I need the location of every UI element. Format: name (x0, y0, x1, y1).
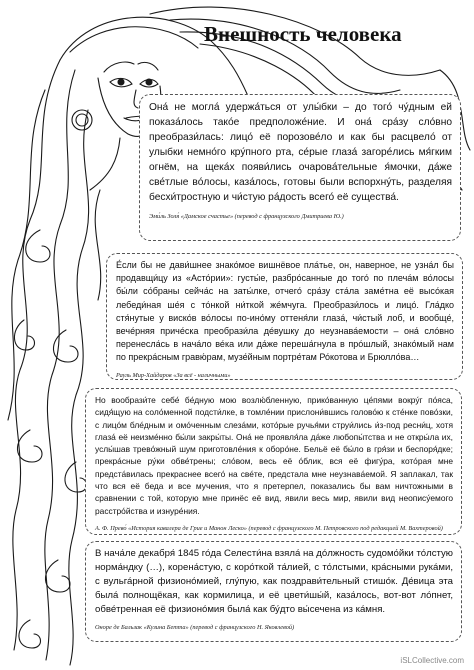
excerpt-source: Оноре де Бальзак «Кузина Бетта» (перевод с французского Н. Яковлевой) (95, 624, 295, 632)
excerpt-text: Е́сли бы не дави́шнее знако́мое вишнёвое пла́тье, он, наверное, не узна́л бы продавщи́цу из «Асто́рии»: густы́е, разбро́санные до того́ по плеча́м во́лосы бы́ли со́браны сейча́с на заты́лке, отчего́ сра́зу ста́ла заме́тна её высо́кая лебеди́ная ше́я с то́нкой ни́ткой же́мчуга. Преобрази́лось и лицо́. Гла́дко стя́нутые у виско́в во́лосы по-ино́му оттеня́ли глаза́, чи́стый лоб, и вообще́, вече́рняя приче́ска преобрази́ла де́вушку до неузнава́емости – она́ сло́вно перенесла́сь в нача́ло ве́ка или да́же переша́гнула в про́шлый, знако́мый нам по прекра́сным гравю́рам, музе́йным портре́там Ро́котова и Брюлло́ва… (116, 260, 454, 363)
excerpt-card (85, 388, 462, 535)
footer-brand: iSLCollective.com (400, 656, 464, 665)
page-title: Внешность человека (204, 22, 402, 46)
excerpt-text: Но вообрази́те себе́ бе́дную мою возлю́бленную, прико́ванную це́пями вокру́г по́яса, сидя́щую на соло́менной подсти́лке, в томле́нии прислони́вшись голово́ю к сте́нке пово́зки, с лицо́м бле́дным и омо́ченным слеза́ми, кото́рые ручья́ми струи́лись и́з-под ресни́ц, хотя глаза́ её неизме́нно бы́ли закры́ты. Она́ не проявля́ла да́же любопы́тства и не откры́ла их, услы́шав трево́жный шум приготовле́ния к оборо́не. Бельё её бы́ло в гря́зи и беспоря́дке; прекра́сные ру́ки обве́трены; сло́вом, весь её о́блик, вся её фигу́ра, кото́рая мне предста́вилась прекраснее всего́ на све́те, предстала мне неузнава́емой. Я заплакал, так что вся её беда и все мучения, что я претерпел, показались бы вам ничтожными в сравнении с той, которую мне принёс её вид, явили весь мир, явили вид неопису́емого расстро́йства и изнуре́ния. (95, 395, 453, 516)
excerpt-source: А. Ф. Прево́ «История кавалера де Грие и Манон Леско» (перевод с французского М. Петровского под редакцией М. Вахтеровой) (95, 524, 443, 532)
excerpt-card (106, 253, 463, 380)
excerpt-source: Рауль Мир-Хайдаров «За всё - наличными» (116, 371, 231, 379)
excerpt-source: Эми́ль Золя́ «Дамское счастье» (перевод с французского Дмитриева Ю.) (149, 213, 344, 220)
excerpt-text: Она́ не могла́ удержа́ться от улы́бки – до того́ чу́дным ей показа́лось тако́е предположе́ние. И она́ сра́зу сло́вно преобрази́лась: лицо́ её порозове́ло и как бы расцвело́ от улыбки немно́го кру́пного рта, се́рые глаза́ загоре́лись мя́гким огнём, на щека́х появи́лись очарова́тельные я́мочки, да́же све́тлые во́лосы, каза́лось, готовы были вспорхну́ть, разделяя бесхи́тростную и чи́стую ра́дость всего́ её существа́. (149, 102, 452, 203)
excerpt-text: В нача́ле декабря́ 1845 го́да Селести́на взяла́ на до́лжность судомо́йки то́лстую норма́ндку (…), корена́стую, с коро́ткой та́лией, с то́лстыми, кра́сными рука́ми, с вульга́рной физионо́мией, глу́пую, как поздрави́тельный стишо́к. Де́вица эта была́ полнощёкая, как кормилица, и её цвети́шы́й, каза́лось, вот-вот ло́пнет, обве́тренная её физионо́мия была́ как бу́дто вы́сечена из ка́мня. (95, 548, 453, 616)
excerpt-card (139, 94, 461, 241)
excerpt-card (85, 541, 462, 642)
